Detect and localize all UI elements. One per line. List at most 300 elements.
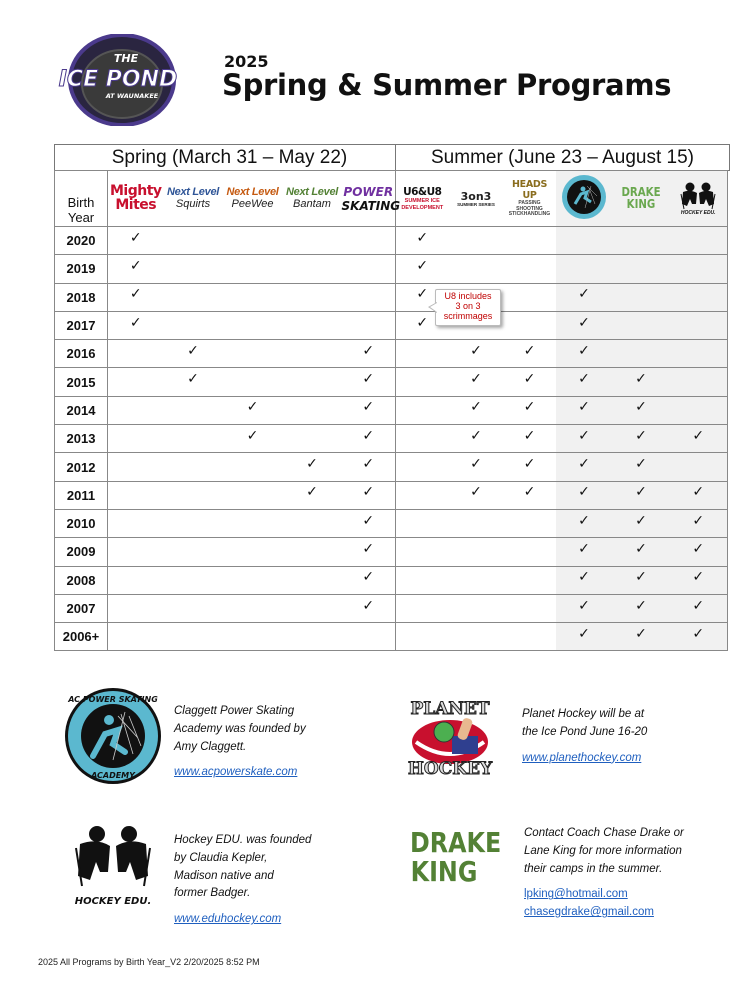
eligibility-cell-next-level-peewee <box>223 368 283 396</box>
eligibility-cell-u6-u8 <box>396 623 449 651</box>
lpking-email-link[interactable]: lpking@hotmail.com <box>524 888 628 901</box>
checkmark-icon: ✓ <box>578 512 590 529</box>
eligibility-cell-next-level-squirts <box>164 368 223 396</box>
program-header-row <box>55 171 728 227</box>
eligibility-cell-mighty-mites <box>108 255 164 283</box>
checkmark-icon: ✓ <box>692 484 705 501</box>
eligibility-cell-three-on-three <box>449 368 504 396</box>
table-row <box>55 594 728 622</box>
eligibility-cell-heads-up <box>504 425 556 453</box>
eligibility-cell-hockey-edu <box>670 396 728 424</box>
birth-year-cell: 2008 <box>55 566 108 594</box>
eligibility-cell-next-level-bantam <box>283 368 342 396</box>
acpowerskate-link[interactable]: www.acpowerskate.com <box>174 766 298 779</box>
eligibility-cell-hockey-edu <box>670 340 728 368</box>
checkmark-icon: ✓ <box>416 257 429 274</box>
eligibility-cell-heads-up <box>504 255 556 283</box>
eligibility-cell-next-level-bantam <box>283 538 342 566</box>
checkmark-icon: ✓ <box>578 399 590 416</box>
eligibility-cell-next-level-bantam <box>283 396 342 424</box>
eligibility-cell-power-skating <box>342 368 396 396</box>
eligibility-cell-three-on-three <box>449 538 504 566</box>
eligibility-cell-three-on-three <box>449 340 504 368</box>
eligibility-cell-mighty-mites <box>108 368 164 396</box>
eligibility-cell-heads-up <box>504 509 556 537</box>
planet-hockey-info: Planet Hockey will be at the Ice Pond June 16-20 www.planethockey.com <box>522 706 647 767</box>
eligibility-cell-u6-u8 <box>396 227 449 255</box>
eligibility-cell-next-level-squirts <box>164 311 223 339</box>
checkmark-icon: ✓ <box>362 512 375 529</box>
checkmark-icon: ✓ <box>362 456 375 473</box>
spring-season-header: Spring (March 31 – May 22) <box>54 144 397 171</box>
hockey-edu-info: Hockey EDU. was founded by Claudia Kepler, Madison native and former Badger. www.eduhockey.com <box>174 832 311 929</box>
eligibility-cell-next-level-bantam <box>283 311 342 339</box>
eligibility-cell-drake-king <box>613 566 670 594</box>
u8-scrimmage-callout: U8 includes 3 on 3 scrimmages <box>435 289 501 326</box>
eligibility-cell-mighty-mites <box>108 227 164 255</box>
eligibility-cell-next-level-peewee <box>223 396 283 424</box>
birth-year-cell: 2019 <box>55 255 108 283</box>
program-matrix <box>54 170 728 651</box>
eligibility-cell-hockey-edu <box>670 283 728 311</box>
checkmark-icon: ✓ <box>362 342 375 359</box>
eligibility-cell-next-level-peewee <box>223 509 283 537</box>
eligibility-cell-hockey-edu <box>670 538 728 566</box>
eligibility-cell-power-skating <box>342 255 396 283</box>
eligibility-cell-heads-up <box>504 283 556 311</box>
checkmark-icon: ✓ <box>246 427 259 444</box>
checkmark-icon: ✓ <box>692 625 705 642</box>
eligibility-cell-next-level-peewee <box>223 566 283 594</box>
birth-year-cell: 2016 <box>55 340 108 368</box>
eligibility-cell-next-level-bantam <box>283 623 342 651</box>
checkmark-icon: ✓ <box>470 371 482 388</box>
checkmark-icon: ✓ <box>129 229 142 246</box>
eligibility-cell-next-level-peewee <box>223 283 283 311</box>
checkmark-icon: ✓ <box>523 484 536 501</box>
checkmark-icon: ✓ <box>362 427 375 444</box>
eligibility-cell-ac-power-skating <box>556 453 613 481</box>
checkmark-icon: ✓ <box>578 597 590 614</box>
checkmark-icon: ✓ <box>470 399 482 416</box>
eligibility-cell-next-level-bantam <box>283 255 342 283</box>
eligibility-cell-three-on-three <box>449 623 504 651</box>
checkmark-icon: ✓ <box>187 342 199 359</box>
checkmark-icon: ✓ <box>578 286 590 303</box>
eligibility-cell-mighty-mites <box>108 566 164 594</box>
program-next-level-bantam: Next Level Bantam <box>283 171 342 227</box>
eligibility-cell-u6-u8 <box>396 453 449 481</box>
eligibility-cell-next-level-squirts <box>164 340 223 368</box>
checkmark-icon: ✓ <box>692 512 705 529</box>
birth-year-cell: 2013 <box>55 425 108 453</box>
eligibility-cell-mighty-mites <box>108 340 164 368</box>
eduhockey-link[interactable]: www.eduhockey.com <box>174 913 282 926</box>
eligibility-cell-next-level-squirts <box>164 255 223 283</box>
checkmark-icon: ✓ <box>578 314 590 331</box>
planethockey-link[interactable]: www.planethockey.com <box>522 751 642 764</box>
checkmark-icon: ✓ <box>578 540 590 557</box>
eligibility-cell-hockey-edu <box>670 368 728 396</box>
chasegdrake-email-link[interactable]: chasegdrake@gmail.com <box>524 906 654 919</box>
checkmark-icon: ✓ <box>362 399 375 416</box>
checkmark-icon: ✓ <box>578 427 590 444</box>
eligibility-cell-next-level-squirts <box>164 481 223 509</box>
eligibility-cell-power-skating <box>342 340 396 368</box>
table-row <box>55 311 728 339</box>
eligibility-cell-mighty-mites <box>108 396 164 424</box>
table-row <box>55 340 728 368</box>
checkmark-icon: ✓ <box>578 371 590 388</box>
eligibility-cell-heads-up <box>504 538 556 566</box>
eligibility-cell-mighty-mites <box>108 425 164 453</box>
eligibility-cell-next-level-bantam <box>283 453 342 481</box>
eligibility-cell-drake-king <box>613 453 670 481</box>
table-row <box>55 368 728 396</box>
checkmark-icon: ✓ <box>416 314 429 331</box>
eligibility-cell-ac-power-skating <box>556 283 613 311</box>
program-power-skating: POWER SKATING <box>342 171 396 227</box>
eligibility-cell-mighty-mites <box>108 509 164 537</box>
eligibility-cell-ac-power-skating <box>556 340 613 368</box>
svg-text:PLANET: PLANET <box>410 699 490 719</box>
table-row <box>55 227 728 255</box>
birth-year-cell: 2014 <box>55 396 108 424</box>
checkmark-icon: ✓ <box>578 625 590 642</box>
eligibility-cell-drake-king <box>613 538 670 566</box>
ac-power-skating-logo <box>63 686 163 791</box>
eligibility-cell-power-skating <box>342 227 396 255</box>
eligibility-cell-ac-power-skating <box>556 623 613 651</box>
eligibility-cell-hockey-edu <box>670 227 728 255</box>
checkmark-icon: ✓ <box>470 484 482 501</box>
checkmark-icon: ✓ <box>635 371 647 388</box>
eligibility-cell-ac-power-skating <box>556 227 613 255</box>
eligibility-cell-heads-up <box>504 453 556 481</box>
summer-season-header: Summer (June 23 – August 15) <box>395 144 730 171</box>
eligibility-cell-u6-u8 <box>396 538 449 566</box>
checkmark-icon: ✓ <box>578 456 590 473</box>
checkmark-icon: ✓ <box>470 427 482 444</box>
eligibility-cell-three-on-three <box>449 255 504 283</box>
eligibility-cell-drake-king <box>613 623 670 651</box>
eligibility-cell-three-on-three <box>449 227 504 255</box>
checkmark-icon: ✓ <box>129 257 142 274</box>
eligibility-cell-u6-u8 <box>396 396 449 424</box>
table-row <box>55 255 728 283</box>
eligibility-cell-next-level-bantam <box>283 481 342 509</box>
document-footer: 2025 All Programs by Birth Year_V2 2/20/2025 8:52 PM <box>38 957 260 967</box>
eligibility-cell-power-skating <box>342 623 396 651</box>
eligibility-cell-mighty-mites <box>108 594 164 622</box>
checkmark-icon: ✓ <box>635 540 647 557</box>
eligibility-cell-hockey-edu <box>670 594 728 622</box>
checkmark-icon: ✓ <box>416 229 429 246</box>
eligibility-cell-next-level-squirts <box>164 396 223 424</box>
eligibility-cell-ac-power-skating <box>556 311 613 339</box>
eligibility-cell-next-level-squirts <box>164 566 223 594</box>
table-row <box>55 623 728 651</box>
table-row <box>55 425 728 453</box>
ac-power-skating-info: Claggett Power Skating Academy was founded by Amy Claggett. www.acpowerskate.com <box>174 703 306 782</box>
eligibility-cell-next-level-bantam <box>283 340 342 368</box>
eligibility-cell-next-level-peewee <box>223 453 283 481</box>
drake-king-logo: DRAKE KING <box>410 826 502 889</box>
checkmark-icon: ✓ <box>578 342 590 359</box>
callout-pointer-inner <box>430 303 437 312</box>
eligibility-cell-ac-power-skating <box>556 594 613 622</box>
svg-text:HOCKEY EDU.: HOCKEY EDU. <box>74 896 152 907</box>
eligibility-cell-u6-u8 <box>396 566 449 594</box>
program-next-level-peewee: Next Level PeeWee <box>223 171 283 227</box>
eligibility-cell-next-level-peewee <box>223 538 283 566</box>
eligibility-cell-power-skating <box>342 509 396 537</box>
table-row <box>55 509 728 537</box>
eligibility-cell-ac-power-skating <box>556 538 613 566</box>
eligibility-cell-heads-up <box>504 566 556 594</box>
eligibility-cell-next-level-bantam <box>283 566 342 594</box>
eligibility-cell-next-level-peewee <box>223 623 283 651</box>
eligibility-cell-drake-king <box>613 227 670 255</box>
eligibility-cell-u6-u8 <box>396 368 449 396</box>
checkmark-icon: ✓ <box>635 625 647 642</box>
program-next-level-squirts: Next Level Squirts <box>164 171 223 227</box>
eligibility-cell-power-skating <box>342 538 396 566</box>
table-row <box>55 538 728 566</box>
eligibility-cell-next-level-squirts <box>164 594 223 622</box>
eligibility-cell-drake-king <box>613 509 670 537</box>
checkmark-icon: ✓ <box>362 371 375 388</box>
eligibility-cell-mighty-mites <box>108 453 164 481</box>
program-u6-u8: U6&U8 SUMMER ICE DEVELOPMENT <box>396 171 449 227</box>
checkmark-icon: ✓ <box>129 286 142 303</box>
eligibility-cell-hockey-edu <box>670 311 728 339</box>
eligibility-cell-next-level-squirts <box>164 509 223 537</box>
birth-year-cell: 2006+ <box>55 623 108 651</box>
eligibility-cell-three-on-three <box>449 594 504 622</box>
checkmark-icon: ✓ <box>692 540 705 557</box>
eligibility-cell-u6-u8 <box>396 481 449 509</box>
checkmark-icon: ✓ <box>306 456 318 473</box>
eligibility-cell-ac-power-skating <box>556 509 613 537</box>
birth-year-cell: 2015 <box>55 368 108 396</box>
table-row <box>55 453 728 481</box>
eligibility-cell-heads-up <box>504 227 556 255</box>
eligibility-cell-three-on-three <box>449 425 504 453</box>
eligibility-cell-next-level-peewee <box>223 594 283 622</box>
eligibility-cell-hockey-edu <box>670 425 728 453</box>
eligibility-cell-three-on-three <box>449 396 504 424</box>
eligibility-cell-u6-u8 <box>396 425 449 453</box>
table-row <box>55 283 728 311</box>
eligibility-cell-power-skating <box>342 566 396 594</box>
eligibility-cell-next-level-squirts <box>164 283 223 311</box>
checkmark-icon: ✓ <box>362 597 375 614</box>
eligibility-cell-heads-up <box>504 368 556 396</box>
eligibility-cell-ac-power-skating <box>556 566 613 594</box>
eligibility-cell-next-level-peewee <box>223 311 283 339</box>
checkmark-icon: ✓ <box>692 427 705 444</box>
eligibility-cell-next-level-bantam <box>283 594 342 622</box>
checkmark-icon: ✓ <box>578 569 590 586</box>
birth-year-header: Birth Year <box>55 171 108 227</box>
eligibility-cell-mighty-mites <box>108 481 164 509</box>
eligibility-cell-three-on-three <box>449 509 504 537</box>
eligibility-cell-drake-king <box>613 368 670 396</box>
eligibility-cell-next-level-bantam <box>283 227 342 255</box>
checkmark-icon: ✓ <box>523 456 536 473</box>
eligibility-cell-next-level-bantam <box>283 509 342 537</box>
checkmark-icon: ✓ <box>187 371 199 388</box>
eligibility-cell-hockey-edu <box>670 623 728 651</box>
birth-year-cell: 2009 <box>55 538 108 566</box>
eligibility-cell-drake-king <box>613 425 670 453</box>
birth-year-cell: 2007 <box>55 594 108 622</box>
checkmark-icon: ✓ <box>362 569 375 586</box>
eligibility-cell-ac-power-skating <box>556 425 613 453</box>
eligibility-cell-three-on-three <box>449 453 504 481</box>
eligibility-cell-u6-u8 <box>396 340 449 368</box>
birth-year-cell: 2012 <box>55 453 108 481</box>
checkmark-icon: ✓ <box>470 342 482 359</box>
eligibility-cell-mighty-mites <box>108 283 164 311</box>
eligibility-cell-drake-king <box>613 594 670 622</box>
eligibility-cell-u6-u8 <box>396 255 449 283</box>
eligibility-cell-hockey-edu <box>670 509 728 537</box>
svg-text:HOCKEY: HOCKEY <box>407 759 493 778</box>
eligibility-cell-drake-king <box>613 283 670 311</box>
program-3-on-3: 3on3 SUMMER SERIES <box>449 171 504 227</box>
eligibility-cell-power-skating <box>342 594 396 622</box>
program-hockey-edu: HOCKEY EDU. <box>670 171 728 227</box>
svg-text:AT WAUNAKEE: AT WAUNAKEE <box>105 92 159 100</box>
checkmark-icon: ✓ <box>129 314 142 331</box>
checkmark-icon: ✓ <box>246 399 259 416</box>
eligibility-cell-three-on-three <box>449 566 504 594</box>
eligibility-cell-heads-up <box>504 623 556 651</box>
checkmark-icon: ✓ <box>635 399 647 416</box>
checkmark-icon: ✓ <box>523 342 536 359</box>
eligibility-cell-hockey-edu <box>670 481 728 509</box>
eligibility-cell-power-skating <box>342 481 396 509</box>
eligibility-cell-next-level-squirts <box>164 538 223 566</box>
svg-text:AC POWER SKATING: AC POWER SKATING <box>68 695 158 704</box>
table-row <box>55 396 728 424</box>
program-ac-power-skating <box>556 171 613 227</box>
birth-year-cell: 2020 <box>55 227 108 255</box>
table-row <box>55 566 728 594</box>
eligibility-cell-drake-king <box>613 255 670 283</box>
ice-pond-logo <box>52 34 188 126</box>
eligibility-cell-hockey-edu <box>670 255 728 283</box>
checkmark-icon: ✓ <box>635 569 647 586</box>
birth-year-cell: 2017 <box>55 311 108 339</box>
eligibility-cell-next-level-peewee <box>223 340 283 368</box>
eligibility-cell-drake-king <box>613 340 670 368</box>
planet-hockey-logo <box>402 696 498 783</box>
checkmark-icon: ✓ <box>523 371 536 388</box>
eligibility-cell-u6-u8 <box>396 509 449 537</box>
eligibility-cell-next-level-bantam <box>283 283 342 311</box>
checkmark-icon: ✓ <box>416 286 429 303</box>
eligibility-cell-hockey-edu <box>670 566 728 594</box>
checkmark-icon: ✓ <box>362 484 375 501</box>
hockey-edu-logo <box>70 824 156 913</box>
eligibility-cell-heads-up <box>504 396 556 424</box>
eligibility-cell-next-level-squirts <box>164 425 223 453</box>
eligibility-cell-heads-up <box>504 340 556 368</box>
checkmark-icon: ✓ <box>692 597 705 614</box>
eligibility-cell-next-level-peewee <box>223 255 283 283</box>
eligibility-cell-heads-up <box>504 311 556 339</box>
checkmark-icon: ✓ <box>523 399 536 416</box>
svg-text:ICE POND: ICE POND <box>58 67 178 92</box>
checkmark-icon: ✓ <box>470 456 482 473</box>
eligibility-cell-next-level-bantam <box>283 425 342 453</box>
checkmark-icon: ✓ <box>635 456 647 473</box>
eligibility-cell-next-level-peewee <box>223 481 283 509</box>
eligibility-cell-power-skating <box>342 396 396 424</box>
ac-power-skating-logo-icon <box>561 174 607 220</box>
program-mighty-mites: Mighty Mites <box>108 171 164 227</box>
checkmark-icon: ✓ <box>523 427 536 444</box>
birth-year-cell: 2011 <box>55 481 108 509</box>
eligibility-cell-next-level-squirts <box>164 453 223 481</box>
eligibility-cell-u6-u8 <box>396 594 449 622</box>
svg-text:ACADEMY: ACADEMY <box>91 771 135 780</box>
svg-text:THE: THE <box>113 52 139 65</box>
eligibility-cell-mighty-mites <box>108 311 164 339</box>
eligibility-cell-next-level-peewee <box>223 227 283 255</box>
eligibility-cell-hockey-edu <box>670 453 728 481</box>
birth-year-cell: 2010 <box>55 509 108 537</box>
eligibility-cell-mighty-mites <box>108 538 164 566</box>
checkmark-icon: ✓ <box>306 484 318 501</box>
eligibility-cell-ac-power-skating <box>556 368 613 396</box>
checkmark-icon: ✓ <box>635 427 647 444</box>
eligibility-cell-drake-king <box>613 481 670 509</box>
eligibility-cell-drake-king <box>613 396 670 424</box>
eligibility-cell-heads-up <box>504 594 556 622</box>
checkmark-icon: ✓ <box>692 569 705 586</box>
eligibility-cell-next-level-peewee <box>223 425 283 453</box>
checkmark-icon: ✓ <box>635 597 647 614</box>
eligibility-cell-power-skating <box>342 453 396 481</box>
eligibility-cell-ac-power-skating <box>556 396 613 424</box>
checkmark-icon: ✓ <box>635 512 647 529</box>
eligibility-cell-next-level-squirts <box>164 623 223 651</box>
table-row <box>55 481 728 509</box>
eligibility-cell-mighty-mites <box>108 623 164 651</box>
page-title: Spring & Summer Programs <box>222 68 672 102</box>
checkmark-icon: ✓ <box>635 484 647 501</box>
hockey-edu-logo-icon <box>678 182 718 210</box>
birth-year-cell: 2018 <box>55 283 108 311</box>
drake-king-info: Contact Coach Chase Drake or Lane King for more information their camps in the summer. lpking@hotmail.com chasegdrake@gmail.com <box>524 825 684 922</box>
eligibility-cell-power-skating <box>342 311 396 339</box>
eligibility-cell-next-level-squirts <box>164 227 223 255</box>
checkmark-icon: ✓ <box>578 484 590 501</box>
program-heads-up: HEADS UP PASSING SHOOTING STICKHANDLING <box>504 171 556 227</box>
eligibility-cell-heads-up <box>504 481 556 509</box>
eligibility-cell-ac-power-skating <box>556 481 613 509</box>
program-drake-king: DRAKE KING <box>613 171 670 227</box>
matrix-body <box>55 227 728 651</box>
eligibility-cell-drake-king <box>613 311 670 339</box>
eligibility-cell-power-skating <box>342 425 396 453</box>
eligibility-cell-power-skating <box>342 283 396 311</box>
checkmark-icon: ✓ <box>362 540 375 557</box>
